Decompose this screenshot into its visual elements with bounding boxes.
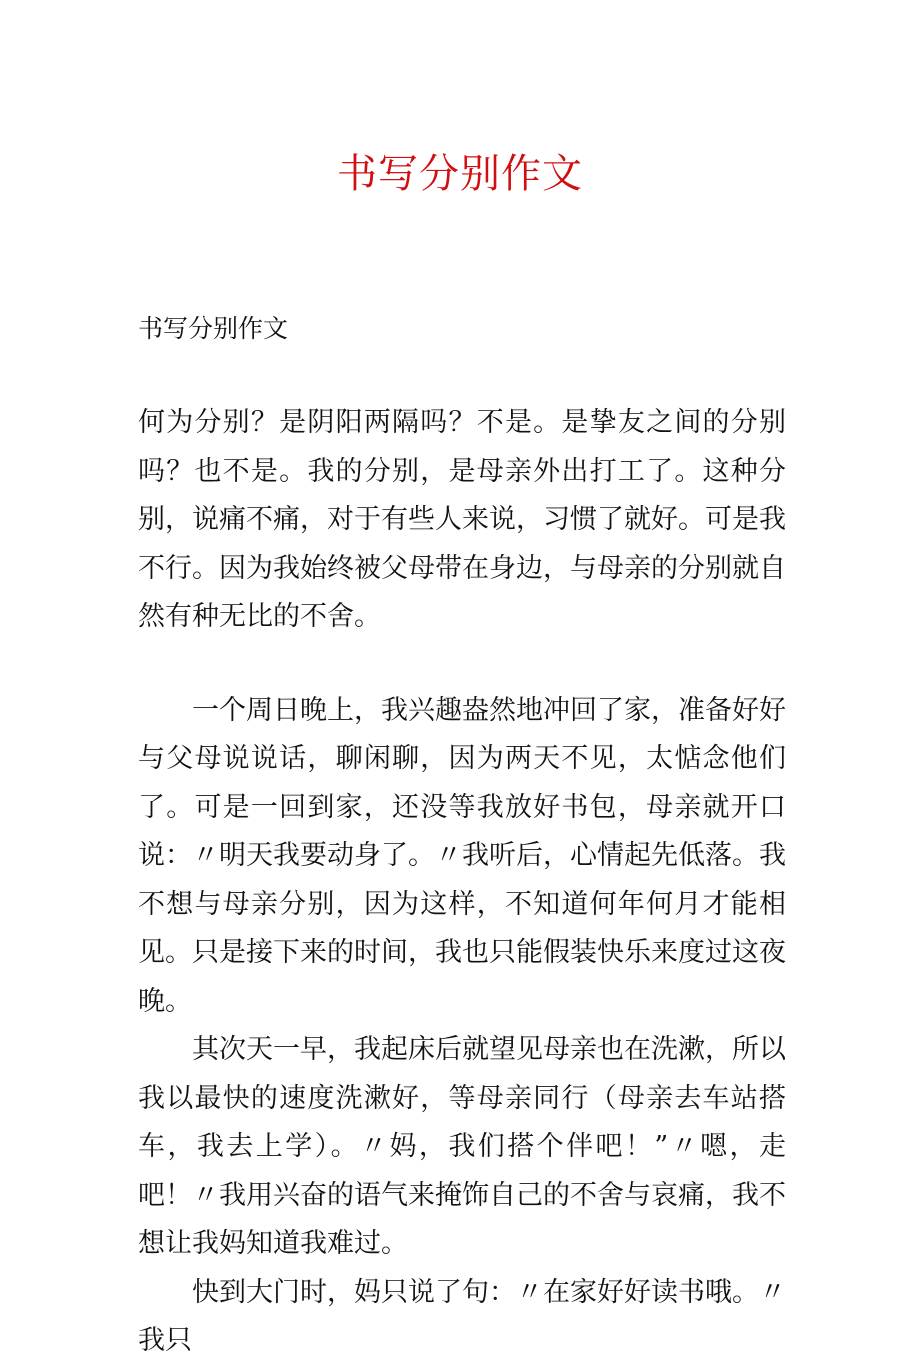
paragraph-1: 何为分别？是阴阳两隔吗？不是。是挚友之间的分别吗？也不是。我的分别，是母亲外出打工了。这种分别，说痛不痛，对于有些人来说，习惯了就好。可是我不行。因为我始终被父母带在身边，与母亲的分别就自然有种无比的不舍。 — [138, 407, 786, 632]
paragraph-2: 一个周日晚上，我兴趣盎然地冲回了家，准备好好与父母说说话，聊闲聊，因为两天不见，太惦念他们了。可是一回到家，还没等我放好书包，母亲就开口说：〃明天我要动身了。〃我听后，心情起先低落。我不想与母亲分别，因为这样，不知道何年何月才能相见。只是接下来的时间，我也只能假装快乐来度过这夜晚。 — [138, 694, 786, 1017]
document-title: 书写分别作文 — [337, 151, 583, 197]
document-subtitle: 书写分别作文 — [138, 314, 289, 343]
paragraph-3: 其次天一早，我起床后就望见母亲也在洗漱，所以我以最快的速度洗漱好，等母亲同行（母亲去车站搭车，我去上学）。〃妈，我们搭个伴吧！”〃嗯，走吧！〃我用兴奋的语气来掩饰自己的不舍与哀痛，我不想让我妈知道我难过。 — [138, 1034, 786, 1259]
document-body — [138, 305, 786, 1366]
paragraph-4: 快到大门时，妈只说了句：〃在家好好读书哦。〃我只 — [138, 1276, 786, 1356]
